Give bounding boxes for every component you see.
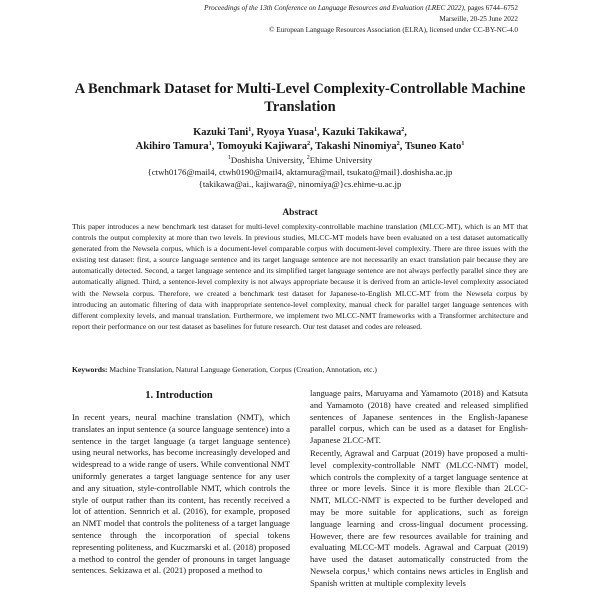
author-line-1: Kazuki Tani$^1$, Ryoya Yuasa$^1$, Kazuki Takikawa$^2$, xyxy=(193,127,407,138)
abstract-heading: Abstract xyxy=(282,208,318,218)
author-name: Ryoya Yuasa xyxy=(256,127,314,138)
author-name: Akihiro Tamura xyxy=(135,141,209,152)
author-affil-mark: 1 xyxy=(208,141,212,147)
author-affil-mark: 1 xyxy=(248,127,252,133)
keywords-label: Keywords: xyxy=(72,365,108,374)
affil-mark: 1 xyxy=(227,155,231,161)
conference-header xyxy=(78,3,518,36)
author-name: Kazuki Takikawa xyxy=(322,127,402,138)
copyright-line: © European Language Resources Association (ELRA), licensed under CC-BY-NC-4.0 xyxy=(269,26,518,34)
paragraph: Recently, Agrawal and Carpuat (2019) have proposed a multi-level complexity-controllable NMT (MLCC-NMT) model, which controls the complexity of a target language sentence at three or more levels. Since it is more flexible than 2LCC-NMT, MLCC-NMT is expected to be further developed and may be more suitable for applications, such as foreign language learning and cross-lingual document processing. However, there are few resources available for training and evaluating MLCC-MT models. Agrawal and Carpuat (2019) have used the dataset automatically constructed from the Newsela corpus,¹ which contains news articles in English and Spanish written at multiple complexity levels xyxy=(310,447,528,588)
author-name: Tsuneo Kato xyxy=(404,141,462,152)
keywords xyxy=(72,364,528,375)
author-name: Takashi Ninomiya xyxy=(315,141,397,152)
email-line-2: {takikawa@ai., kajiwara@, ninomiya@}cs.ehime-u.ac.jp xyxy=(198,179,402,189)
left-column xyxy=(72,412,290,600)
affiliation-1: Doshisha University, xyxy=(230,155,305,165)
author-affil-mark: 2 xyxy=(401,127,405,133)
location-line: Marseille, 20-25 June 2022 xyxy=(439,15,518,23)
paper-title: A Benchmark Dataset for Multi-Level Complexity-Controllable Machine Translation xyxy=(74,81,526,115)
affiliation-line xyxy=(40,154,560,166)
author-affil-mark: 1 xyxy=(461,141,465,147)
affil-mark: 2 xyxy=(306,155,310,161)
paragraph: In recent years, neural machine translation (NMT), which translates an input sentence (a source language sentence) into a sentence in the target language (a target language sentence) using neural networks, has become increasingly developed and widespread to a wide range of users. While conventional NMT uniformly generates a target language sentence for any user and any situation, style-controllable NMT, which controls the style of output rather than its content, has recently received a lot of attention. Sennrich et al. (2016), for example, proposed an NMT model that controls the politeness of a target language sentence through the incorporation of special tokens representing politeness, and Kuczmarski et al. (2018) proposed a method to control the gender of pronouns in target language sentences. Sekizawa et al. (2021) proposed a method to xyxy=(72,412,290,576)
author-affil-mark: 2 xyxy=(307,141,311,147)
paragraph: language pairs, Maruyama and Yamamoto (2018) and Katsuta and Yamamoto (2018) have created and released simplified sentences of Japanese sentences in the English-Japanese parallel corpus, which can be used as a dataset for English-Japanese 2LCC-MT. xyxy=(310,388,528,446)
email-line-1: {ctwh0176@mail4, ctwh0190@mail4, aktamura@mail, tsukato@mail}.doshisha.ac.jp xyxy=(147,167,453,177)
proceedings-line xyxy=(78,3,518,14)
author-name: Kazuki Tani xyxy=(193,127,249,138)
affiliation-2: Ehime University xyxy=(309,155,373,165)
author-affil-mark: 1 xyxy=(313,127,317,133)
section-heading-introduction: 1. Introduction xyxy=(145,390,213,401)
author-line-2: Akihiro Tamura$^1$, Tomoyuki Kajiwara$^2$, Takashi Ninomiya$^2$, Tsuneo Kato$^1$ xyxy=(135,141,465,152)
author-name: Tomoyuki Kajiwara xyxy=(216,141,308,152)
proceedings-text: Proceedings of the 13th Conference on Language Resources and Evaluation (LREC 2022), xyxy=(204,4,466,12)
author-affil-mark: 2 xyxy=(396,141,400,147)
affiliations xyxy=(40,154,560,190)
pages-text: pages 6744–6752 xyxy=(467,4,518,12)
right-column xyxy=(310,388,528,600)
abstract-text: This paper introduces a new benchmark test dataset for multi-level complexity-controllable machine translation (MLCC-MT), which is an MT that controls the output complexity at more than two levels. In previous studies, MLCC-MT models have been evaluated on a test dataset automatically generated from the Newsela corpus, which is a document-level comparable corpus with document-level complexity. There are three issues with the existing test dataset: first, a source language sentence and its target language sentence are not necessarily an exact translation pair because they are automatically detected. Second, a target language sentence and its simplified target language sentence are not always perfectly parallel since they are automatically aligned. Third, a sentence-level complexity is not always appropriate because it is derived from an article-level complexity associated with the Newsela corpus. Therefore, we created a benchmark test dataset for Japanese-to-English MLCC-MT from the Newsela corpus by introducing an automatic filtering of data with inappropriate sentence-level complexity, manual check for parallel target language sentences with different complexity levels, and manual translation. Furthermore, we implement two MLCC-NMT frameworks with a Transformer architecture and report their performance on our test dataset as baselines for future research. Our test dataset and codes are released. xyxy=(72,222,528,331)
keywords-text: Machine Translation, Natural Language Generation, Corpus (Creation, Annotation, etc.) xyxy=(109,365,377,374)
author-list xyxy=(40,126,560,154)
